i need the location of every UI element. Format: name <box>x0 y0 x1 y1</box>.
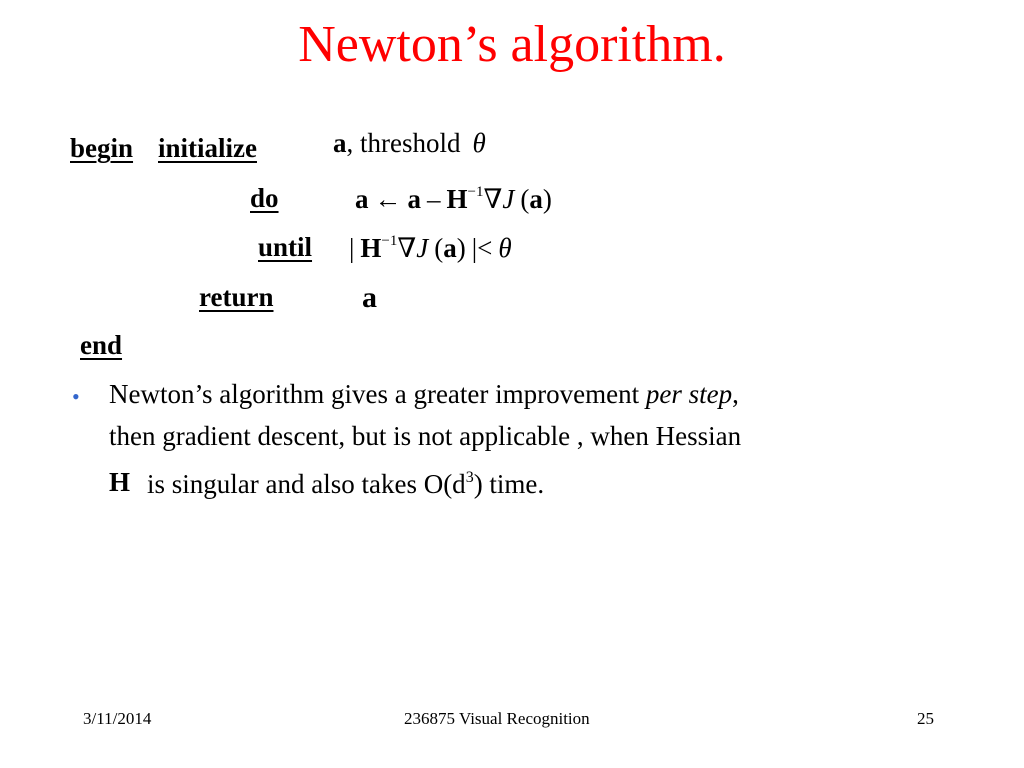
bullet-line-3-end: ) time. <box>473 469 545 499</box>
bullet-line-1-text: Newton’s algorithm gives a greater improvement <box>109 379 646 409</box>
until-criterion-j: J <box>416 233 429 263</box>
bullet-per-step: per step <box>645 379 733 409</box>
do-minus: – <box>427 184 441 214</box>
init-theta: θ <box>472 128 486 158</box>
bullet-hessian-symbol: H <box>109 467 131 497</box>
until-abs-close: | <box>471 233 478 263</box>
bullet-marker: • <box>72 384 80 409</box>
init-vector-a: a <box>333 128 347 158</box>
until-nabla: ∇ <box>397 233 417 263</box>
footer-course: 236875 Visual Recognition <box>404 709 590 728</box>
until-hessian: H <box>360 233 382 263</box>
do-hessian: H <box>446 184 468 214</box>
until-a-arg: a <box>443 233 457 263</box>
do-inverse-exponent: −1 <box>467 184 484 200</box>
until-theta: θ <box>498 233 512 263</box>
bullet-line-3 <box>109 465 130 499</box>
bullet-exponent: 3 <box>465 469 474 486</box>
bullet-line-2: then gradient descent, but is not applicable , when Hessian <box>109 421 742 451</box>
do-a-arg: a <box>529 184 543 214</box>
until-less-than: < <box>477 233 493 263</box>
footer-date: 3/11/2014 <box>83 709 152 728</box>
do-paren-open: ( <box>520 184 530 214</box>
return-value <box>362 281 377 315</box>
keyword-begin: begin <box>70 133 134 163</box>
footer-page-number: 25 <box>917 709 934 728</box>
do-criterion-j: J <box>502 184 515 214</box>
do-a-lhs: a <box>355 184 369 214</box>
until-paren-open: ( <box>434 233 444 263</box>
until-inverse-exponent: −1 <box>381 233 398 249</box>
initialize-expression <box>333 126 486 160</box>
keyword-until: until <box>258 232 313 262</box>
bullet-line-1 <box>109 377 739 411</box>
until-paren-close: ) <box>456 233 466 263</box>
bullet-line-1-comma: , <box>732 379 739 409</box>
bullet-line-3-main: is singular and also takes O(d <box>147 469 466 499</box>
slide-title: Newton’s algorithm. <box>298 16 726 73</box>
until-expression <box>349 231 512 265</box>
keyword-initialize: initialize <box>158 133 257 163</box>
do-a-rhs: a <box>407 184 421 214</box>
do-arrow: ← <box>374 184 402 214</box>
do-paren-close: ) <box>542 184 552 214</box>
keyword-end: end <box>80 330 123 360</box>
return-vector-a: a <box>362 281 377 314</box>
keyword-return: return <box>199 282 274 312</box>
keyword-do: do <box>250 183 279 213</box>
bullet-line-3-text <box>147 467 544 501</box>
do-expression <box>355 182 552 216</box>
do-nabla: ∇ <box>483 184 503 214</box>
until-abs-open: | <box>349 233 355 263</box>
init-threshold-label: , threshold <box>346 128 461 158</box>
